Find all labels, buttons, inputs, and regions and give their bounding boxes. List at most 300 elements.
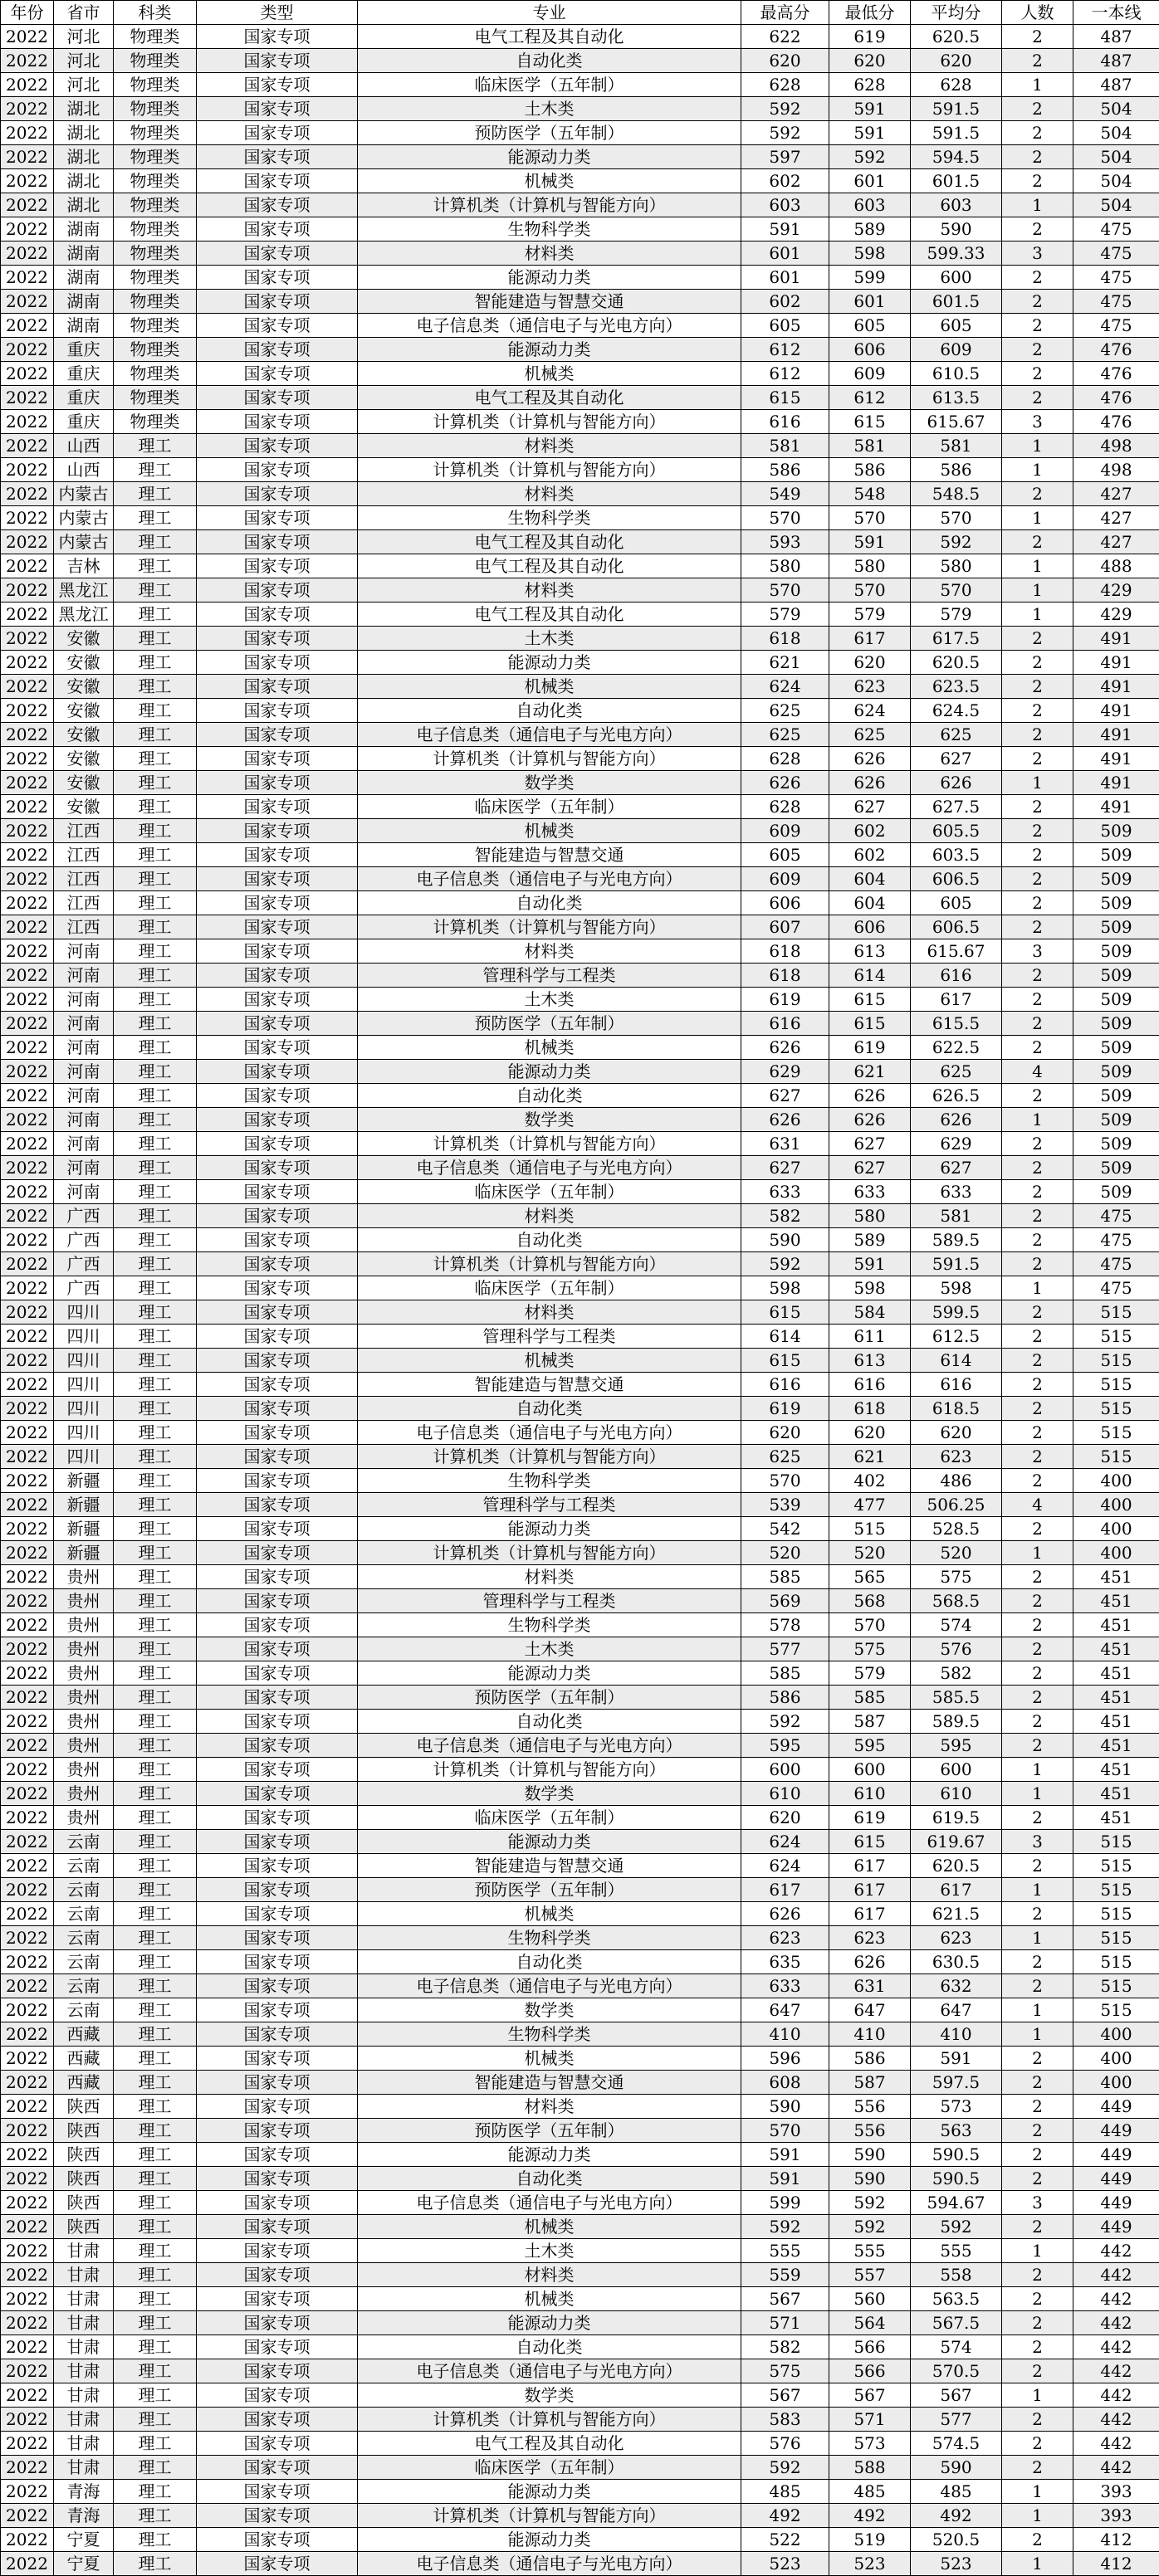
cell-major: 机械类 [358, 675, 741, 699]
cell-year: 2022 [1, 1300, 54, 1325]
cell-max-score: 580 [741, 554, 829, 578]
cell-tier1-line: 451 [1073, 1806, 1159, 1830]
cell-tier1-line: 509 [1073, 1012, 1159, 1036]
cell-avg-score: 582 [911, 1661, 1002, 1686]
table-row [1, 1998, 1159, 2022]
header-province: 省市 [54, 1, 114, 25]
cell-major: 自动化类 [358, 1084, 741, 1108]
cell-tier1-line: 515 [1073, 1974, 1159, 1998]
cell-province: 陕西 [54, 2191, 114, 2215]
cell-tier1-line: 498 [1073, 434, 1159, 458]
cell-min-score: 485 [829, 2480, 911, 2504]
cell-major: 计算机类（计算机与智能方向） [358, 410, 741, 434]
cell-min-score: 567 [829, 2383, 911, 2408]
cell-year: 2022 [1, 1349, 54, 1373]
table-row [1, 1276, 1159, 1300]
cell-min-score: 571 [829, 2408, 911, 2432]
cell-avg-score: 580 [911, 554, 1002, 578]
cell-count: 1 [1002, 1758, 1073, 1782]
cell-major: 电子信息类（通信电子与光电方向） [358, 314, 741, 338]
header-major: 专业 [358, 1, 741, 25]
cell-province: 内蒙古 [54, 506, 114, 530]
cell-major: 机械类 [358, 1036, 741, 1060]
cell-major: 机械类 [358, 2047, 741, 2071]
cell-max-score: 627 [741, 1084, 829, 1108]
cell-year: 2022 [1, 97, 54, 121]
cell-avg-score: 618.5 [911, 1397, 1002, 1421]
cell-min-score: 557 [829, 2263, 911, 2287]
cell-type: 国家专项 [197, 1782, 358, 1806]
cell-min-score: 609 [829, 362, 911, 386]
cell-count: 2 [1002, 915, 1073, 939]
cell-avg-score: 590 [911, 217, 1002, 242]
cell-tier1-line: 487 [1073, 25, 1159, 49]
table-row [1, 1349, 1159, 1373]
table-row [1, 1637, 1159, 1661]
cell-year: 2022 [1, 1565, 54, 1589]
cell-min-score: 591 [829, 1252, 911, 1276]
cell-year: 2022 [1, 145, 54, 169]
cell-count: 3 [1002, 2191, 1073, 2215]
cell-count: 2 [1002, 2528, 1073, 2552]
cell-max-score: 559 [741, 2263, 829, 2287]
cell-tier1-line: 515 [1073, 1902, 1159, 1926]
cell-subject: 理工 [114, 771, 197, 795]
table-row [1, 121, 1159, 145]
table-row [1, 819, 1159, 843]
cell-avg-score: 620 [911, 1421, 1002, 1445]
cell-type: 国家专项 [197, 290, 358, 314]
table-row [1, 145, 1159, 169]
cell-avg-score: 610 [911, 1782, 1002, 1806]
cell-avg-score: 612.5 [911, 1325, 1002, 1349]
cell-type: 国家专项 [197, 1974, 358, 1998]
cell-subject: 理工 [114, 939, 197, 964]
cell-year: 2022 [1, 1710, 54, 1734]
cell-min-score: 620 [829, 651, 911, 675]
cell-year: 2022 [1, 1493, 54, 1517]
cell-tier1-line: 515 [1073, 1300, 1159, 1325]
cell-avg-score: 579 [911, 603, 1002, 627]
cell-subject: 理工 [114, 2239, 197, 2263]
cell-major: 土木类 [358, 988, 741, 1012]
cell-year: 2022 [1, 795, 54, 819]
cell-type: 国家专项 [197, 1686, 358, 1710]
cell-max-score: 609 [741, 819, 829, 843]
cell-subject: 物理类 [114, 386, 197, 410]
cell-tier1-line: 509 [1073, 964, 1159, 988]
cell-count: 2 [1002, 2263, 1073, 2287]
cell-max-score: 569 [741, 1589, 829, 1613]
cell-province: 江西 [54, 891, 114, 915]
cell-max-score: 621 [741, 651, 829, 675]
cell-major: 材料类 [358, 939, 741, 964]
cell-province: 贵州 [54, 1637, 114, 1661]
table-row [1, 1204, 1159, 1228]
cell-avg-score: 605 [911, 891, 1002, 915]
cell-major: 机械类 [358, 2215, 741, 2239]
cell-tier1-line: 515 [1073, 1373, 1159, 1397]
cell-province: 河北 [54, 73, 114, 97]
table-row [1, 1108, 1159, 1132]
cell-max-score: 598 [741, 1276, 829, 1300]
cell-major: 材料类 [358, 2095, 741, 2119]
table-row [1, 2456, 1159, 2480]
table-row [1, 1180, 1159, 1204]
cell-type: 国家专项 [197, 1036, 358, 1060]
cell-year: 2022 [1, 1758, 54, 1782]
cell-province: 江西 [54, 915, 114, 939]
cell-province: 湖北 [54, 97, 114, 121]
cell-province: 云南 [54, 1998, 114, 2022]
cell-year: 2022 [1, 964, 54, 988]
cell-min-score: 402 [829, 1469, 911, 1493]
cell-min-score: 588 [829, 2456, 911, 2480]
cell-subject: 理工 [114, 1469, 197, 1493]
cell-min-score: 556 [829, 2095, 911, 2119]
cell-province: 内蒙古 [54, 530, 114, 554]
table-row [1, 1012, 1159, 1036]
cell-subject: 理工 [114, 964, 197, 988]
cell-tier1-line: 451 [1073, 1637, 1159, 1661]
cell-subject: 理工 [114, 1373, 197, 1397]
cell-subject: 理工 [114, 1902, 197, 1926]
table-row [1, 1084, 1159, 1108]
table-row [1, 97, 1159, 121]
cell-type: 国家专项 [197, 362, 358, 386]
cell-province: 湖南 [54, 242, 114, 266]
cell-major: 计算机类（计算机与智能方向） [358, 1445, 741, 1469]
cell-avg-score: 520 [911, 1541, 1002, 1565]
cell-year: 2022 [1, 1830, 54, 1854]
cell-major: 临床医学（五年制） [358, 1806, 741, 1830]
header-tier1-line: 一本线 [1073, 1, 1159, 25]
cell-type: 国家专项 [197, 1613, 358, 1637]
cell-min-score: 601 [829, 169, 911, 193]
cell-year: 2022 [1, 2432, 54, 2456]
cell-major: 预防医学（五年制） [358, 2119, 741, 2143]
table-row [1, 651, 1159, 675]
cell-type: 国家专项 [197, 578, 358, 603]
cell-province: 云南 [54, 1926, 114, 1950]
cell-type: 国家专项 [197, 2143, 358, 2167]
table-row [1, 290, 1159, 314]
cell-tier1-line: 451 [1073, 1661, 1159, 1686]
cell-avg-score: 520.5 [911, 2528, 1002, 2552]
cell-count: 2 [1002, 386, 1073, 410]
cell-min-score: 591 [829, 530, 911, 554]
cell-major: 智能建造与智慧交通 [358, 1854, 741, 1878]
cell-type: 国家专项 [197, 1276, 358, 1300]
cell-province: 贵州 [54, 1734, 114, 1758]
cell-province: 甘肃 [54, 2432, 114, 2456]
cell-year: 2022 [1, 1782, 54, 1806]
cell-major: 电气工程及其自动化 [358, 386, 741, 410]
cell-count: 2 [1002, 1950, 1073, 1974]
cell-major: 机械类 [358, 1902, 741, 1926]
cell-min-score: 623 [829, 675, 911, 699]
cell-major: 数学类 [358, 1782, 741, 1806]
cell-type: 国家专项 [197, 386, 358, 410]
cell-subject: 理工 [114, 1710, 197, 1734]
cell-type: 国家专项 [197, 2047, 358, 2071]
cell-province: 安徽 [54, 795, 114, 819]
cell-count: 1 [1002, 2480, 1073, 2504]
cell-min-score: 602 [829, 819, 911, 843]
cell-province: 甘肃 [54, 2359, 114, 2383]
cell-year: 2022 [1, 915, 54, 939]
cell-type: 国家专项 [197, 1204, 358, 1228]
cell-count: 2 [1002, 49, 1073, 73]
cell-min-score: 586 [829, 2047, 911, 2071]
cell-avg-score: 574 [911, 1613, 1002, 1637]
cell-max-score: 602 [741, 290, 829, 314]
cell-min-score: 570 [829, 578, 911, 603]
table-row [1, 2143, 1159, 2167]
cell-province: 河南 [54, 988, 114, 1012]
cell-province: 重庆 [54, 338, 114, 362]
cell-max-score: 590 [741, 2095, 829, 2119]
cell-province: 河南 [54, 1108, 114, 1132]
cell-min-score: 621 [829, 1445, 911, 1469]
cell-province: 安徽 [54, 627, 114, 651]
cell-tier1-line: 488 [1073, 554, 1159, 578]
cell-subject: 理工 [114, 2119, 197, 2143]
cell-year: 2022 [1, 2263, 54, 2287]
cell-year: 2022 [1, 2239, 54, 2263]
cell-count: 2 [1002, 964, 1073, 988]
cell-subject: 理工 [114, 2480, 197, 2504]
cell-province: 新疆 [54, 1517, 114, 1541]
cell-tier1-line: 427 [1073, 506, 1159, 530]
cell-type: 国家专项 [197, 2239, 358, 2263]
cell-subject: 理工 [114, 1108, 197, 1132]
cell-count: 2 [1002, 675, 1073, 699]
cell-major: 自动化类 [358, 1397, 741, 1421]
cell-province: 河南 [54, 1084, 114, 1108]
cell-subject: 理工 [114, 1830, 197, 1854]
table-row [1, 2191, 1159, 2215]
cell-min-score: 626 [829, 1084, 911, 1108]
cell-subject: 理工 [114, 867, 197, 891]
cell-tier1-line: 509 [1073, 1084, 1159, 1108]
table-row [1, 2215, 1159, 2239]
cell-max-score: 567 [741, 2287, 829, 2311]
cell-tier1-line: 449 [1073, 2119, 1159, 2143]
cell-min-score: 615 [829, 1012, 911, 1036]
cell-max-score: 647 [741, 1998, 829, 2022]
cell-major: 管理科学与工程类 [358, 1325, 741, 1349]
table-row [1, 1926, 1159, 1950]
cell-max-score: 626 [741, 1036, 829, 1060]
table-row [1, 434, 1159, 458]
table-row [1, 771, 1159, 795]
cell-subject: 理工 [114, 554, 197, 578]
cell-max-score: 582 [741, 1204, 829, 1228]
cell-max-score: 593 [741, 530, 829, 554]
cell-avg-score: 623.5 [911, 675, 1002, 699]
cell-type: 国家专项 [197, 1397, 358, 1421]
cell-subject: 理工 [114, 747, 197, 771]
cell-count: 3 [1002, 1830, 1073, 1854]
cell-type: 国家专项 [197, 1830, 358, 1854]
cell-subject: 理工 [114, 2528, 197, 2552]
cell-major: 计算机类（计算机与智能方向） [358, 2408, 741, 2432]
table-row [1, 169, 1159, 193]
cell-subject: 理工 [114, 1661, 197, 1686]
cell-max-score: 628 [741, 747, 829, 771]
cell-major: 能源动力类 [358, 2311, 741, 2335]
cell-year: 2022 [1, 2311, 54, 2335]
cell-count: 3 [1002, 242, 1073, 266]
cell-tier1-line: 515 [1073, 1926, 1159, 1950]
table-row [1, 458, 1159, 482]
cell-avg-score: 590 [911, 2456, 1002, 2480]
cell-avg-score: 567.5 [911, 2311, 1002, 2335]
cell-max-score: 618 [741, 939, 829, 964]
cell-avg-score: 599.5 [911, 1300, 1002, 1325]
cell-subject: 理工 [114, 2191, 197, 2215]
cell-avg-score: 617 [911, 1878, 1002, 1902]
table-row [1, 1517, 1159, 1541]
cell-tier1-line: 451 [1073, 1686, 1159, 1710]
cell-type: 国家专项 [197, 2095, 358, 2119]
cell-province: 湖南 [54, 290, 114, 314]
table-row [1, 2528, 1159, 2552]
table-row [1, 891, 1159, 915]
cell-count: 2 [1002, 1734, 1073, 1758]
cell-min-score: 602 [829, 843, 911, 867]
cell-min-score: 627 [829, 1156, 911, 1180]
cell-type: 国家专项 [197, 410, 358, 434]
cell-type: 国家专项 [197, 2215, 358, 2239]
cell-type: 国家专项 [197, 1661, 358, 1686]
cell-avg-score: 626 [911, 1108, 1002, 1132]
cell-avg-score: 563.5 [911, 2287, 1002, 2311]
cell-year: 2022 [1, 1950, 54, 1974]
table-row [1, 193, 1159, 217]
cell-major: 能源动力类 [358, 266, 741, 290]
cell-province: 甘肃 [54, 2239, 114, 2263]
cell-tier1-line: 509 [1073, 1036, 1159, 1060]
cell-subject: 理工 [114, 651, 197, 675]
cell-tier1-line: 400 [1073, 1541, 1159, 1565]
cell-max-score: 571 [741, 2311, 829, 2335]
cell-avg-score: 627.5 [911, 795, 1002, 819]
cell-tier1-line: 393 [1073, 2480, 1159, 2504]
cell-subject: 理工 [114, 2022, 197, 2047]
cell-min-score: 603 [829, 193, 911, 217]
cell-year: 2022 [1, 699, 54, 723]
cell-avg-score: 492 [911, 2504, 1002, 2528]
table-row [1, 2071, 1159, 2095]
cell-min-score: 600 [829, 1758, 911, 1782]
cell-avg-score: 626.5 [911, 1084, 1002, 1108]
cell-province: 青海 [54, 2504, 114, 2528]
cell-count: 2 [1002, 1613, 1073, 1637]
cell-tier1-line: 515 [1073, 1325, 1159, 1349]
cell-year: 2022 [1, 1084, 54, 1108]
cell-subject: 理工 [114, 2335, 197, 2359]
cell-min-score: 573 [829, 2432, 911, 2456]
cell-type: 国家专项 [197, 25, 358, 49]
cell-year: 2022 [1, 217, 54, 242]
cell-type: 国家专项 [197, 2311, 358, 2335]
cell-avg-score: 595 [911, 1734, 1002, 1758]
cell-year: 2022 [1, 554, 54, 578]
cell-max-score: 616 [741, 1012, 829, 1036]
cell-count: 4 [1002, 1060, 1073, 1084]
cell-year: 2022 [1, 988, 54, 1012]
cell-tier1-line: 400 [1073, 1469, 1159, 1493]
cell-avg-score: 410 [911, 2022, 1002, 2047]
cell-count: 2 [1002, 1132, 1073, 1156]
cell-major: 电子信息类（通信电子与光电方向） [358, 1421, 741, 1445]
cell-max-score: 570 [741, 2119, 829, 2143]
cell-tier1-line: 442 [1073, 2432, 1159, 2456]
cell-year: 2022 [1, 1806, 54, 1830]
table-row [1, 1854, 1159, 1878]
cell-type: 国家专项 [197, 1373, 358, 1397]
cell-max-score: 586 [741, 458, 829, 482]
cell-avg-score: 632 [911, 1974, 1002, 1998]
cell-max-score: 620 [741, 49, 829, 73]
table-row [1, 2119, 1159, 2143]
cell-avg-score: 563 [911, 2119, 1002, 2143]
cell-major: 电气工程及其自动化 [358, 2432, 741, 2456]
cell-max-score: 603 [741, 193, 829, 217]
cell-min-score: 623 [829, 1926, 911, 1950]
cell-major: 电子信息类（通信电子与光电方向） [358, 2191, 741, 2215]
cell-max-score: 635 [741, 1950, 829, 1974]
cell-major: 电气工程及其自动化 [358, 603, 741, 627]
cell-max-score: 570 [741, 1469, 829, 1493]
cell-major: 机械类 [358, 1349, 741, 1373]
cell-major: 自动化类 [358, 49, 741, 73]
cell-count: 2 [1002, 1686, 1073, 1710]
cell-year: 2022 [1, 2095, 54, 2119]
cell-province: 青海 [54, 2480, 114, 2504]
cell-count: 2 [1002, 2119, 1073, 2143]
cell-subject: 理工 [114, 675, 197, 699]
cell-year: 2022 [1, 1060, 54, 1084]
cell-min-score: 579 [829, 603, 911, 627]
table-row [1, 939, 1159, 964]
cell-avg-score: 590.5 [911, 2167, 1002, 2191]
table-row [1, 2047, 1159, 2071]
cell-province: 安徽 [54, 675, 114, 699]
cell-subject: 理工 [114, 1686, 197, 1710]
cell-subject: 理工 [114, 795, 197, 819]
cell-min-score: 589 [829, 1228, 911, 1252]
cell-type: 国家专项 [197, 266, 358, 290]
cell-subject: 理工 [114, 2047, 197, 2071]
cell-major: 生物科学类 [358, 2022, 741, 2047]
cell-major: 计算机类（计算机与智能方向） [358, 1132, 741, 1156]
cell-major: 土木类 [358, 627, 741, 651]
table-row [1, 1806, 1159, 1830]
cell-major: 机械类 [358, 819, 741, 843]
cell-count: 2 [1002, 1252, 1073, 1276]
cell-type: 国家专项 [197, 1252, 358, 1276]
cell-max-score: 567 [741, 2383, 829, 2408]
table-row [1, 699, 1159, 723]
cell-avg-score: 620.5 [911, 651, 1002, 675]
cell-min-score: 568 [829, 1589, 911, 1613]
table-row [1, 266, 1159, 290]
cell-province: 河南 [54, 1132, 114, 1156]
cell-subject: 理工 [114, 891, 197, 915]
